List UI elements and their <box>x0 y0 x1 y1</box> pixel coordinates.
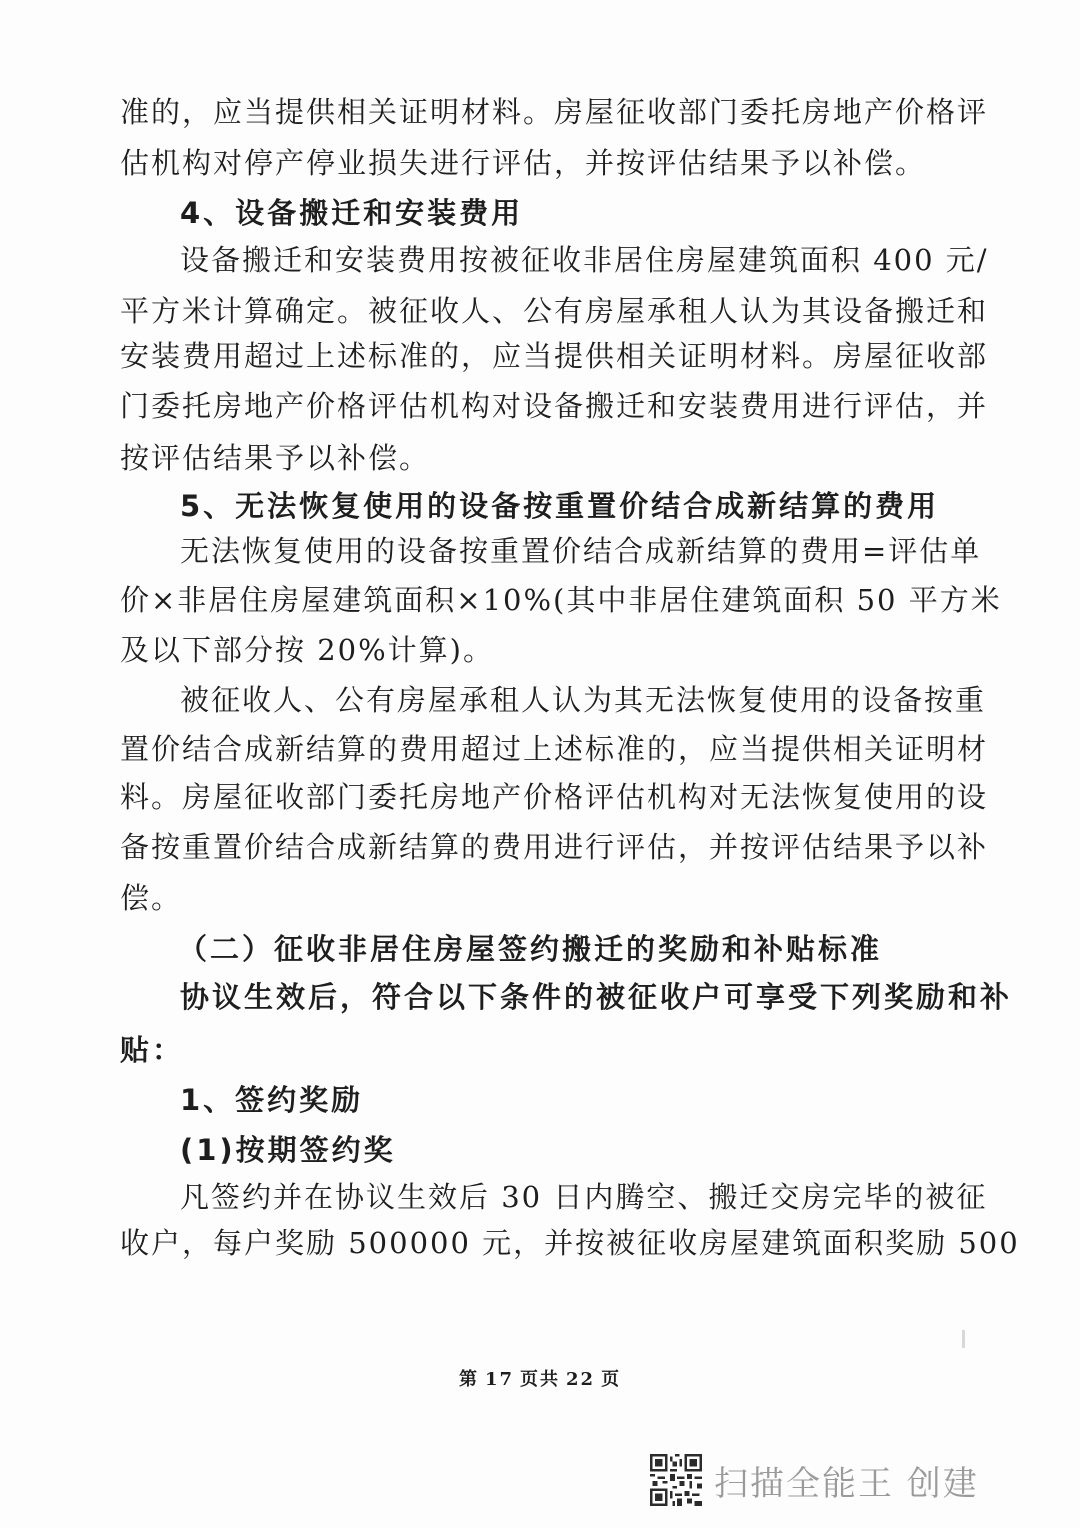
body-line: 估机构对停产停业损失进行评估，并按评估结果予以补偿。 <box>120 146 927 180</box>
qr-code-icon <box>650 1454 702 1506</box>
body-line: 收户，每户奖励 500000 元，并按被征收房屋建筑面积奖励 500 <box>120 1226 1020 1260</box>
body-line: 安装费用超过上述标准的，应当提供相关证明材料。房屋征收部 <box>120 339 989 373</box>
body-line: 平方米计算确定。被征收人、公有房屋承租人认为其设备搬迁和 <box>120 294 989 328</box>
watermark-text: 扫描全能王 创建 <box>714 1463 979 1504</box>
body-line: 及以下部分按 20%计算)。 <box>120 633 494 667</box>
body-line-bold: 贴： <box>120 1033 185 1067</box>
page-total: 22 <box>566 1369 596 1390</box>
section-heading: （二）征收非居住房屋签约搬迁的奖励和补贴标准 <box>178 932 883 966</box>
section-heading: (1)按期签约奖 <box>180 1133 396 1167</box>
body-line: 偿。 <box>120 881 183 915</box>
page-footer <box>0 1365 1080 1391</box>
body-line: 价×非居住房屋建筑面积×10%(其中非居住建筑面积 50 平方米 <box>120 583 1002 617</box>
scan-artifact <box>962 1330 965 1348</box>
body-line: 准的，应当提供相关证明材料。房屋征收部门委托房地产价格评 <box>120 95 989 129</box>
page-number: 17 <box>484 1369 514 1390</box>
body-line: 置价结合成新结算的费用超过上述标准的，应当提供相关证明材 <box>120 732 989 766</box>
scanner-watermark <box>650 1450 979 1510</box>
body-line: 料。房屋征收部门委托房地产价格评估机构对无法恢复使用的设 <box>120 780 989 814</box>
body-line: 无法恢复使用的设备按重置价结合成新结算的费用=评估单 <box>180 534 982 568</box>
section-heading: 5、无法恢复使用的设备按重置价结合成新结算的费用 <box>180 489 940 523</box>
body-line: 按评估结果予以补偿。 <box>120 441 431 475</box>
body-line: 备按重置价结合成新结算的费用进行评估，并按评估结果予以补 <box>120 830 989 864</box>
footer-suffix: 页 <box>601 1369 622 1390</box>
section-heading: 4、设备搬迁和安装费用 <box>180 196 524 230</box>
footer-middle: 页共 <box>520 1369 560 1390</box>
section-heading: 1、签约奖励 <box>180 1083 364 1117</box>
body-line: 设备搬迁和安装费用按被征收非居住房屋建筑面积 400 元/ <box>180 243 989 277</box>
body-line: 门委托房地产价格评估机构对设备搬迁和安装费用进行评估，并 <box>120 389 989 423</box>
body-line-bold: 协议生效后，符合以下条件的被征收户可享受下列奖励和补 <box>180 980 1013 1014</box>
footer-prefix: 第 <box>458 1369 479 1390</box>
body-line: 凡签约并在协议生效后 30 日内腾空、搬迁交房完毕的被征 <box>180 1180 988 1214</box>
body-line: 被征收人、公有房屋承租人认为其无法恢复使用的设备按重 <box>180 683 987 717</box>
